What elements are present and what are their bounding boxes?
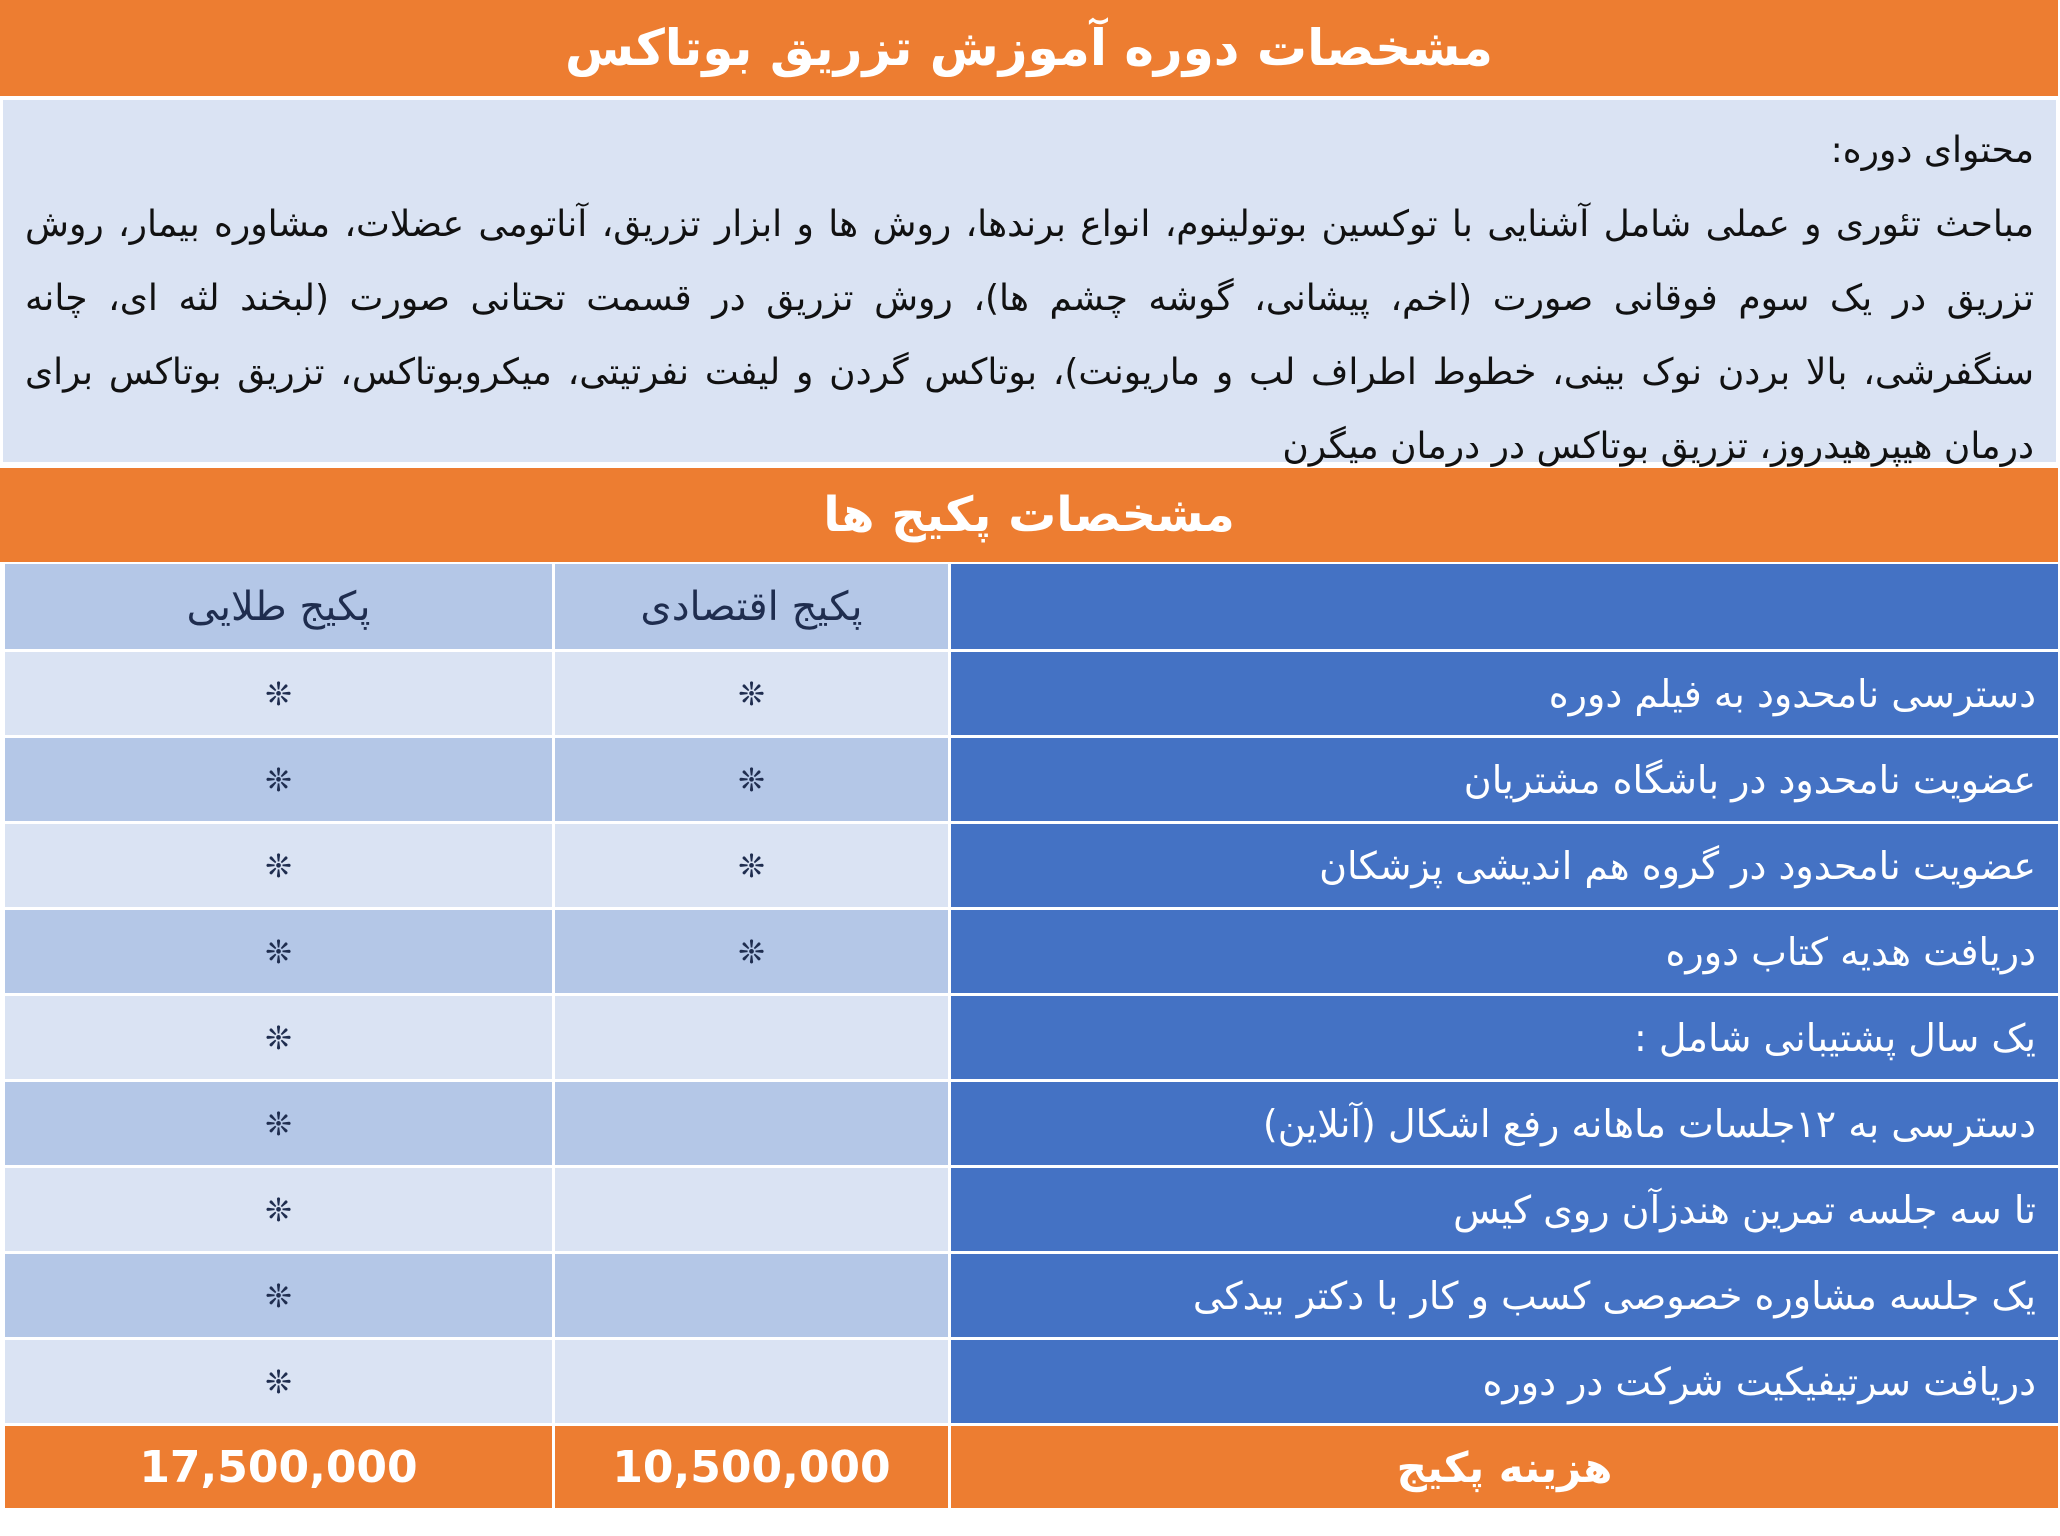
course-content-box [3, 100, 2056, 467]
gold-price [5, 1426, 552, 1508]
gold-check-icon: ❊ [5, 652, 552, 735]
table-row [5, 738, 2058, 821]
feature-cell: دریافت هدیه کتاب دوره [951, 910, 2058, 993]
economy-empty-cell [555, 1254, 948, 1337]
page-title: مشخصات دوره آموزش تزریق بوتاکس [0, 0, 2058, 96]
economy-check-icon: ❊ [555, 652, 948, 735]
table-row [5, 1254, 2058, 1337]
feature-cell: دسترسی نامحدود به فیلم دوره [951, 652, 2058, 735]
table-row [5, 910, 2058, 993]
feature-cell: یک سال پشتیبانی شامل : [951, 996, 2058, 1079]
economy-empty-cell [555, 1168, 948, 1251]
table-row [5, 1168, 2058, 1251]
course-content-label: محتوای دوره: [1830, 130, 2034, 171]
economy-package-header: پکیج اقتصادی [555, 564, 948, 649]
economy-empty-cell [555, 1340, 948, 1423]
economy-check-icon: ❊ [555, 824, 948, 907]
economy-check-icon: ❊ [555, 910, 948, 993]
gold-check-icon: ❊ [5, 1082, 552, 1165]
feature-cell: دسترسی به ۱۲جلسات ماهانه رفع اشکال (آنلاین) [951, 1082, 2058, 1165]
table-row [5, 1340, 2058, 1423]
packages-header: مشخصات پکیج ها [0, 468, 2058, 562]
gold-check-icon: ❊ [5, 1340, 552, 1423]
feature-cell: یک جلسه مشاوره خصوصی کسب و کار با دکتر بیدکی [951, 1254, 2058, 1337]
table-row [5, 1082, 2058, 1165]
economy-price-value: 10,500,000 [612, 1441, 891, 1493]
table-row [5, 652, 2058, 735]
price-row [5, 1426, 2058, 1508]
gold-package-header: پکیج طلایی [5, 564, 552, 649]
economy-empty-cell [555, 1082, 948, 1165]
feature-cell: تا سه جلسه تمرین هندزآن روی کیس [951, 1168, 2058, 1251]
packages-table [2, 561, 2060, 1511]
economy-check-icon: ❊ [555, 738, 948, 821]
gold-price-value: 17,500,000 [139, 1441, 418, 1493]
economy-price [555, 1426, 948, 1508]
feature-cell: دریافت سرتیفیکیت شرکت در دوره [951, 1340, 2058, 1423]
feature-cell: عضویت نامحدود در باشگاه مشتریان [951, 738, 2058, 821]
feature-cell: عضویت نامحدود در گروه هم اندیشی پزشکان [951, 824, 2058, 907]
gold-check-icon: ❊ [5, 738, 552, 821]
gold-check-icon: ❊ [5, 824, 552, 907]
feature-column-header [951, 564, 2058, 649]
gold-check-icon: ❊ [5, 1168, 552, 1251]
price-label: هزینه پکیج [951, 1426, 2058, 1508]
gold-check-icon: ❊ [5, 996, 552, 1079]
table-row [5, 824, 2058, 907]
economy-empty-cell [555, 996, 948, 1079]
table-header-row [5, 564, 2058, 649]
table-row [5, 996, 2058, 1079]
gold-check-icon: ❊ [5, 910, 552, 993]
gold-check-icon: ❊ [5, 1254, 552, 1337]
course-content-text: مباحث تئوری و عملی شامل آشنایی با توکسین بوتولینوم، انواع برندها، روش ها و ابزار تزریق، آناتومی عضلات، مشاوره بیمار، روش تزریق در یک سوم فوقانی صورت (اخم، پیشانی، گوشه چشم ها)، روش تزریق در قسمت تحتانی صورت (لبخند لثه ای، چانه سنگفرشی، بالا بردن نوک بینی، خطوط اطراف لب و ماریونت)، بوتاکس گردن و لیفت نفرتیتی، میکروبوتاکس، تزریق بوتاکس برای درمان هیپرهیدروز، تزریق بوتاکس در درمان میگرن [25, 204, 2034, 467]
